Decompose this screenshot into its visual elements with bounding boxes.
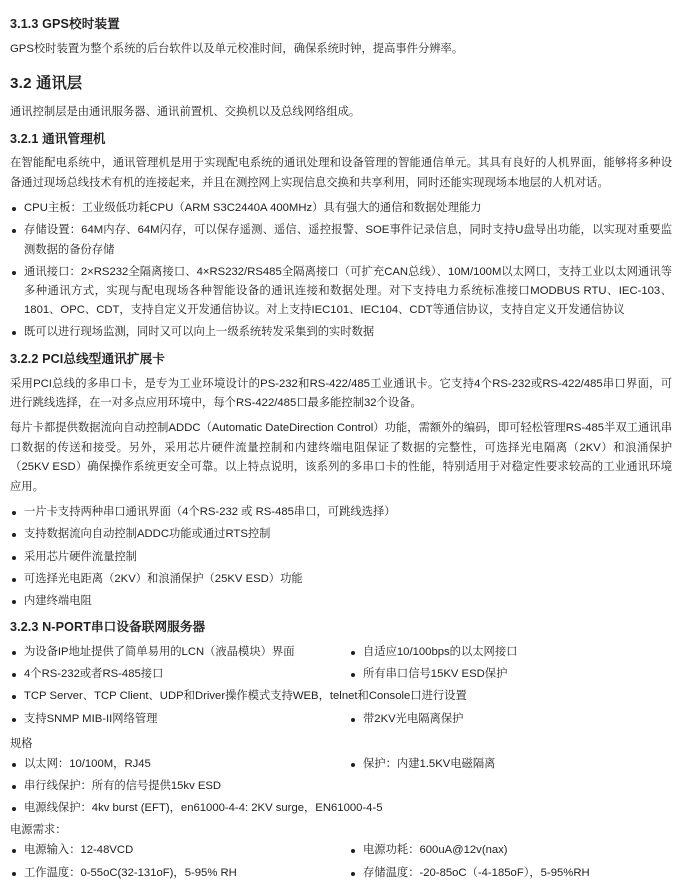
list-item: 通讯接口：2×RS232全隔离接口、4×RS232/RS485全隔离接口（可扩充CAN总线）、10M/100M以太网口，支持工业以太网通讯等多种通讯方式，实现与配电现场各种智能设备的通讯连接和数据处理。对下支持电力系统标准接口MODBUS RTU、IEC-103、1801、OPC、CDT，支持自定义开发通信协议。对上支持IEC101、IEC104、CDT等通信协议，支持自定义开发通信协议	[10, 263, 672, 321]
section-3-2-paragraph: 通讯控制层是由通讯服务器、通讯前置机、交换机以及总线网络组成。	[10, 106, 361, 119]
spec-list-left	[10, 755, 341, 774]
features-column-right-2	[341, 710, 672, 732]
list-item: 可选择光电距离（2KV）和浪涌保护（25KV ESD）功能	[10, 570, 672, 589]
power-label: 电源需求：	[10, 824, 67, 837]
list-item: 电源输入：12-48VCD	[10, 841, 341, 860]
spec-list-wide	[10, 777, 672, 818]
list-item: 保护：内建1.5KV电磁隔离	[349, 755, 672, 774]
power-column-right	[341, 841, 672, 885]
list-item: 存储设置：64M内存、64M闪存，可以保存遥测、遥信、遥控报警、SOE事件记录信息，同时支持U盘导出功能，以实现对重要监测数据的备份存储	[10, 221, 672, 259]
list-item: 以太网：10/100M，RJ45	[10, 755, 341, 774]
spec-row-1	[10, 755, 672, 777]
list-item: 所有串口信号15KV ESD保护	[349, 665, 672, 684]
list-item: 内建终端电阻	[10, 592, 672, 611]
spec-column-left	[10, 755, 341, 777]
list-item: 支持数据流向自动控制ADDC功能或通过RTS控制	[10, 525, 672, 544]
power-row-1	[10, 841, 672, 885]
list-item: 4个RS-232或者RS-485接口	[10, 665, 341, 684]
list-item: 为设备IP地址提供了简单易用的LCN（液晶模块）界面	[10, 643, 341, 662]
power-list-left	[10, 841, 341, 882]
list-item: 电源线保护：4kv burst (EFT)，en61000-4-4: 2KV surge，EN61000-4-5	[10, 799, 672, 818]
section-heading-3-2-1: 3.2.1 通讯管理机	[10, 131, 106, 146]
list-item: 既可以进行现场监测，同时又可以向上一级系统转发采集到的实时数据	[10, 323, 672, 342]
list-item: 串行线保护：所有的信号提供15kv ESD	[10, 777, 672, 796]
features-column-left	[10, 643, 341, 687]
features-list-left-2	[10, 710, 341, 729]
section-heading-3-1-3: 3.1.3 GPS校时装置	[10, 17, 120, 31]
list-item: 自适应10/100bps的以太网接口	[349, 643, 672, 662]
section-3-2-3-features	[10, 643, 672, 687]
power-column-left	[10, 841, 341, 885]
section-3-2-2-bullet-list	[10, 503, 672, 611]
list-item: CPU主板：工业级低功耗CPU（ARM S3C2440A 400MHz）具有强大的通信和数据处理能力	[10, 199, 672, 218]
list-item: 带2KV光电隔离保护	[349, 710, 672, 729]
features-column-left-2	[10, 710, 341, 732]
spec-list-right	[349, 755, 672, 774]
section-heading-3-2-3: 3.2.3 N-PORT串口设备联网服务器	[10, 620, 206, 635]
section-heading-3-2-2: 3.2.2 PCI总线型通讯扩展卡	[10, 351, 165, 366]
list-item: 支持SNMP MIB-II网络管理	[10, 710, 341, 729]
features-list-left	[10, 643, 341, 684]
list-item: 电源功耗：600uA@12v(nax)	[349, 841, 672, 860]
section-3-1-3-paragraph: GPS校时装置为整个系统的后台软件以及单元校准时间，确保系统时钟，提高事件分辨率。	[10, 42, 464, 55]
section-heading-3-2: 3.2 通讯层	[10, 75, 83, 93]
list-item: 采用芯片硬件流量控制	[10, 548, 672, 567]
spec-label: 规格	[10, 737, 33, 750]
list-item: TCP Server、TCP Client、UDP和Driver操作模式支持WEB，telnet和Console口进行设置	[10, 687, 672, 706]
section-3-2-2-paragraph-1: 采用PCI总线的多串口卡，是专为工业环境设计的PS-232和RS-422/485工业通讯卡。它支持4个RS-232或RS-422/485串口界面，可进行跳线选择，在一对多点应用环境中，每个RS-422/485口最多能控制32个设备。	[10, 377, 672, 409]
list-item: 工作温度：0-55oC(32-131oF)，5-95% RH	[10, 864, 341, 883]
spec-column-right	[341, 755, 672, 777]
features-list-right-2	[349, 710, 672, 729]
features-column-right	[341, 643, 672, 687]
section-3-2-1-paragraph: 在智能配电系统中，通讯管理机是用于实现配电系统的通讯处理和设备管理的智能通信单元。其具有良好的人机界面，能够将多种设备通过现场总线技术有机的连接起来，并且在测控网上实现信息交换和共享利用，同时还能实现现场本地层的人机对话。	[10, 157, 672, 189]
features-list-wide	[10, 687, 672, 706]
list-item: 一片卡支持两种串口通讯界面（4个RS-232 或 RS-485串口，可跳线选择）	[10, 503, 672, 522]
section-3-2-3-features-2	[10, 710, 672, 732]
section-3-2-1-bullet-list	[10, 199, 672, 342]
features-list-right	[349, 643, 672, 684]
list-item: 存储温度：-20-85oC（-4-185oF），5-95%RH	[349, 864, 672, 883]
power-list-right	[349, 841, 672, 882]
section-3-2-2-paragraph-2: 每片卡都提供数据流向自动控制ADDC（Automatic DateDirection Control）功能，需额外的编码，即可轻松管理RS-485半双工通讯串口数据的传送和接受。另外，采用芯片硬件流量控制和内建终端电阻保证了数据的完整性，可选择光电隔离（2KV）和浪涌保护（25KV ESD）确保操作系统更安全可靠。以上特点说明，该系列的多串口卡的性能，特别适用于对稳定性要求较高的工业通讯环境应用。	[10, 422, 672, 493]
